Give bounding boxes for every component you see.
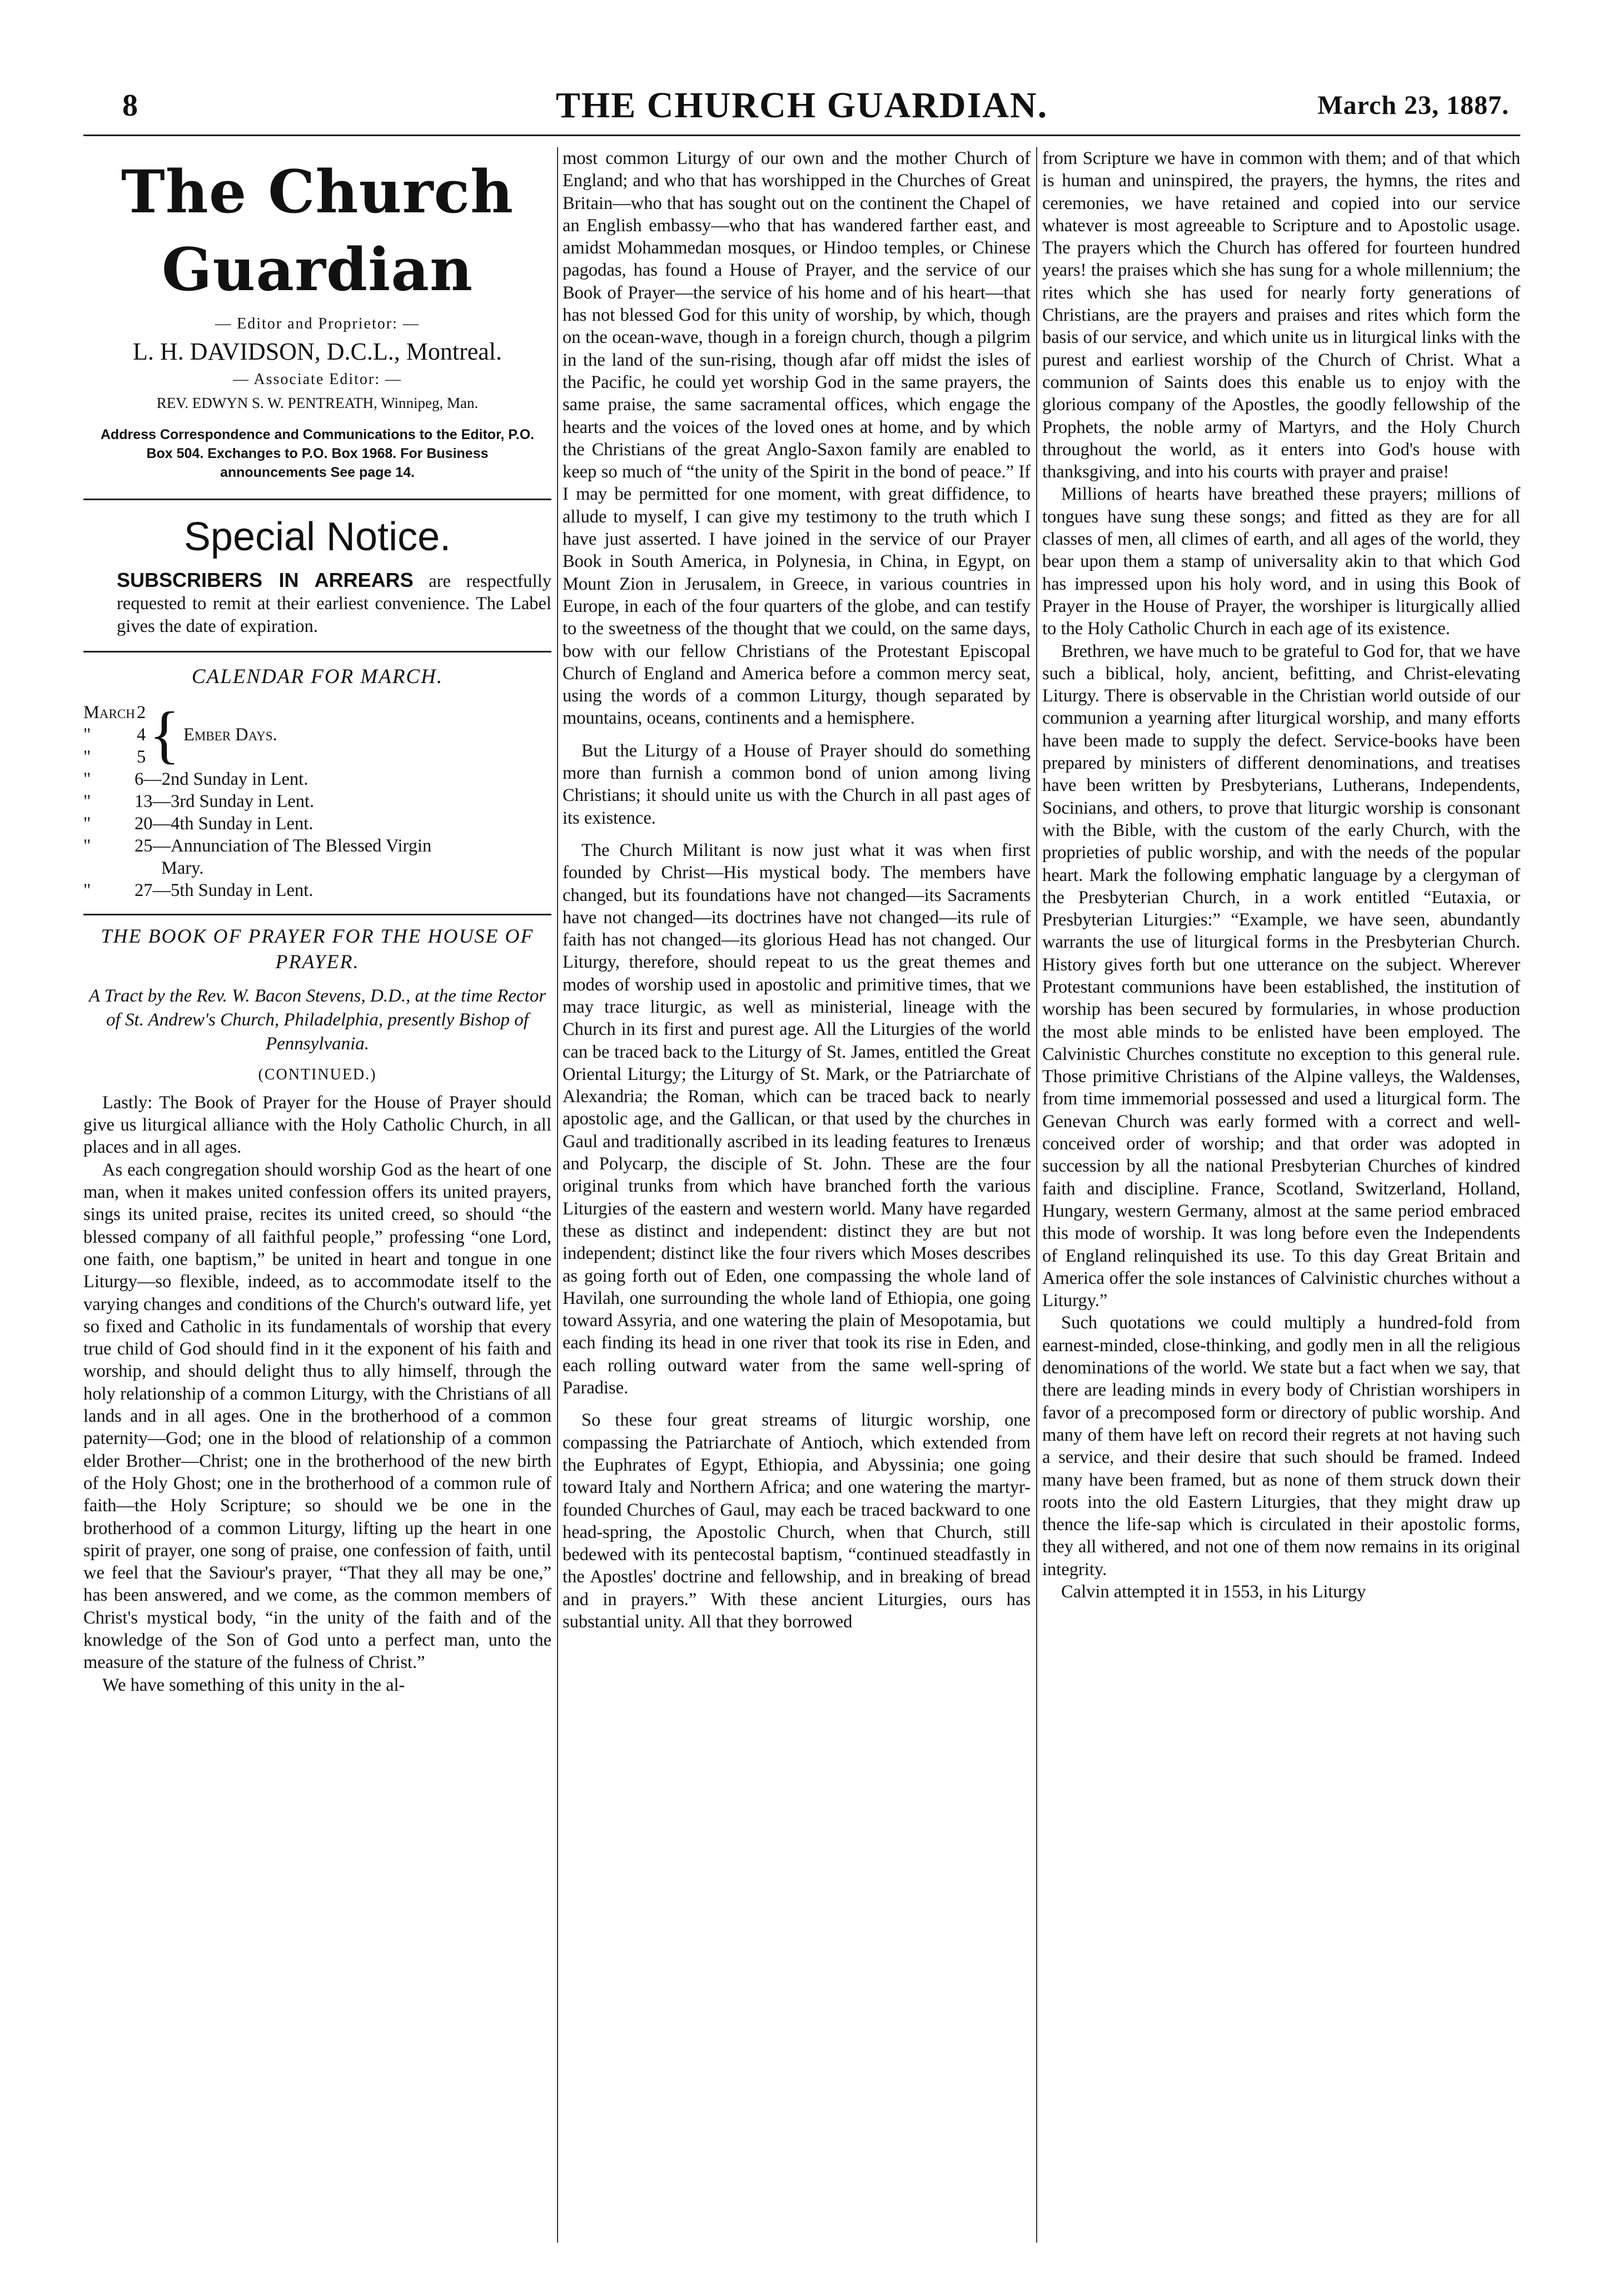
calendar-row	[83, 813, 551, 835]
calendar-row-text: 25—Annunciation of The Blessed Virgin	[135, 835, 432, 856]
calendar-row	[83, 790, 551, 813]
page-number: 8	[122, 88, 138, 123]
calendar-list	[83, 701, 551, 902]
editor-heading: — Editor and Proprietor: —	[215, 315, 420, 332]
column-divider	[557, 147, 558, 2243]
calendar-title: CALENDAR FOR MARCH.	[191, 665, 444, 688]
notice-lead: SUBSCRIBERS IN ARREARS	[117, 569, 414, 591]
notice-text: are respectfully requested to remit at their earliest convenience. The Label gives the date of expiration.	[117, 571, 551, 636]
calendar-row-lead: "	[83, 813, 91, 834]
header-rule	[83, 135, 1520, 136]
article-byline: A Tract by the Rev. W. Bacon Stevens, D.D., at the time Rector of St. Andrew's Church, Philadelphia, presently Bishop of Pennsylvania.	[88, 985, 546, 1054]
divider	[83, 499, 551, 500]
calendar-row-text: 20—4th Sunday in Lent.	[135, 813, 314, 834]
calendar-row-lead: "	[83, 769, 91, 789]
divider	[83, 914, 551, 915]
article-paragraph: Lastly: The Book of Prayer for the House of Prayer should give us liturgical alliance with the Holy Catholic Church, in all places and in all ages.	[83, 1092, 551, 1158]
calendar-row-text: 2	[137, 702, 146, 723]
calendar-row-text: Mary.	[161, 858, 204, 878]
calendar-row-lead: "	[83, 835, 91, 856]
article-paragraph: most common Liturgy of our own and the mother Church of England; and who that has worshipped in the Churches of Great Britain—who that has sought out on the continent the Chapel of an English embassy—who that has wandered farther east, and amidst Mohammedan mosques, or Hindoo temples, or Chinese pagodas, has found a House of Prayer, and the service of our Book of Prayer—the service of his home and of his heart—that has not blessed God for this unity of worship, by which, though on the ocean-wave, though in a foreign church, though a pilgrim in the land of the sun-rising, though afar off midst the isles of the Pacific, he could yet worship God in the same prayers, the same praise, the same sacramental offices, which engage the hearts and the voices of the loved ones at home, and by which the Christians of the great Anglo-Saxon family are enabled to keep so much of “the unity of the Spirit in the bond of peace.” If I may be permitted for one moment, with great diffidence, to allude to myself, I can give my testimony to the truth which I have just asserted. I have joined in the service of our Prayer Book in South America, in Polynesia, in China, in Egypt, on Mount Zion in Jerusalem, in Greece, in various countries in Europe, in each of the four quarters of the globe, and can testify to the sweetness of the thought that we could, on the same days, bow with our fellow Christians of the Protestant Episcopal Church of England and America before a common mercy seat, using the words of a common Liturgy, though separated by mountains, oceans, continents and a hemisphere.	[563, 148, 1031, 729]
calendar-row-text: 6—2nd Sunday in Lent.	[135, 769, 309, 789]
calendar-row-lead: March	[83, 702, 135, 723]
continued-label: (CONTINUED.)	[258, 1065, 377, 1083]
article-paragraph: Such quotations we could multiply a hundred-fold from earnest-minded, close-thinking, and godly men in all the religious denominations of the world. We state but a fact when we say, that there are leading minds in every body of Christian worshipers in favor of a precomposed form or directory of public worship. And many of them have left on record their regrets at not having such a service, and their desire that such should be framed. Indeed many have been framed, but as none of them struck down their roots into the old Eastern Liturgies, that they might draw up thence the life-sap which is circulated in their apostolic forms, they all withered, and not one of them now remains in its original integrity.	[1042, 1313, 1520, 1580]
notice-title: Special Notice.	[183, 515, 451, 559]
calendar-row-lead: "	[83, 880, 91, 900]
calendar-row-lead: "	[83, 791, 91, 811]
address-notice: Address Correspondence and Communications to the Editor, P.O. Box 504. Exchanges to P.O. Box 1968. For Business announcements See page 14.	[100, 427, 535, 480]
calendar-row	[83, 768, 551, 790]
column-divider	[1036, 147, 1037, 2243]
calendar-row-text: 27—5th Sunday in Lent.	[135, 880, 314, 900]
calendar-row	[83, 879, 551, 902]
calendar-row-text: 13—3rd Sunday in Lent.	[135, 791, 315, 811]
divider	[83, 651, 551, 653]
calendar-row-lead: "	[83, 724, 91, 745]
article-text	[83, 1092, 551, 1696]
article-paragraph: from Scripture we have in common with them; and of that which is human and uninspired, the prayers, the hymns, the rites and ceremonies, we have retained and copied into our service whatever is most agreeable to Scripture and to Apostolic usage. The prayers which the Church has offered for fourteen hundred years! the praises which she has sung for a whole millennium; the rites which she has used for nearly forty generations of Christians, are the prayers and praises and rites which form the basis of our service, and which unite us in liturgical links with the purest and earliest worship of the Church of Christ. What a communion of Saints does this enable us to enjoy with the glorious company of the Apostles, the goodly fellowship of the Prophets, the noble army of Martyrs, and the Holy Church throughout the world, as it enters into God's house with thanksgiving, and into his courts with prayer and praise!	[1042, 148, 1520, 482]
running-title: THE CHURCH GUARDIAN.	[555, 85, 1048, 126]
article-paragraph: Calvin attempted it in 1553, in his Liturgy	[1061, 1582, 1366, 1602]
associate-heading: — Associate Editor: —	[232, 371, 402, 388]
column-1	[83, 147, 551, 2243]
article-paragraph: As each congregation should worship God as the heart of one man, when it makes united confession offers its united prayers, sings its united praise, recites its united creed, so should “the blessed company of all faithful people,” professing “one Lord, one faith, one baptism,” be united in heart and tongue in one Liturgy—so flexible, indeed, as to accommodate itself to the varying changes and conditions of the Church's outward life, yet so fixed and Catholic in its fundamentals of worship that every true child of God should find in it the exponent of his faith and worship, and should delight thus to ally himself, through the holy relationship of a common Liturgy, with the Christians of all lands and in all ages. One in the brotherhood of a common paternity—God; one in the blood of relationship of a common elder Brother—Christ; one in the brotherhood of the new birth of the Holy Ghost; one in the brotherhood of a common rule of faith—the Holy Scripture; so should we be one in the brotherhood of a common Liturgy, lifting up the heart in one spirit of prayer, one song of praise, one confession of faith, until we feel that the Saviour's prayer, “That they all may be one,” has been answered, and we come, as the common members of Christ's mystical body, “in the unity of the faith and of the knowledge of the Son of God unto a perfect man, unto the measure of the stature of the fulness of Christ.”	[83, 1159, 551, 1673]
article-text	[563, 147, 1031, 1633]
calendar-row-text: 4	[137, 724, 146, 745]
brace-glyph: }	[149, 699, 180, 770]
issue-date: March 23, 1887.	[1317, 91, 1509, 120]
calendar-row-text: 5	[137, 746, 146, 767]
article-paragraph: So these four great streams of liturgic worship, one compassing the Patriarchate of Antioch, which extended from the Euphrates of Egypt, Ethiopia, and Abyssinia; one going toward Italy and Northern Africa; and one watering the martyr-founded Churches of Gaul, may each be traced backward to one head-spring, the Apostolic Church, when that Church, still bedewed with its pentecostal baptism, “continued steadfastly in the Apostles' doctrine and fellowship, and in breaking of bread and in prayers.” With these ancient Liturgies, ours has substantial unity. All that they borrowed	[563, 1410, 1031, 1632]
calendar-row-lead: "	[83, 746, 91, 767]
page-header	[83, 83, 1520, 139]
article-paragraph: Millions of hearts have breathed these prayers; millions of tongues have sung these songs; and fitted as they are for all classes of men, all climes of earth, and all ages of the world, they bear upon them a stamp of universality akin to that which God has impressed upon his holy word, and in using this Book of Prayer in the House of Prayer, the worshiper is liturgically allied to the Holy Catholic Church in each age of its existence.	[1042, 484, 1520, 639]
article-paragraph: We have something of this unity in the al-	[102, 1675, 405, 1695]
special-notice	[83, 510, 551, 637]
article-text	[1042, 147, 1520, 1603]
calendar-row	[83, 857, 551, 879]
ember-days-label: Ember Days.	[183, 724, 277, 745]
associate-name: REV. EDWYN S. W. PENTREATH, Winnipeg, Man.	[156, 395, 479, 411]
article-paragraph: Brethren, we have much to be grateful to God for, that we have such a biblical, holy, ancient, befitting, and Christ-elevating Liturgy. There is observable in the Christian world outside of our communion a yearning after liturgical worship, and many efforts have been made to supply the defect. Service-books have been prepared by ministers of different denominations, and treatises have been written by Presbyterians, Lutherans, Independents, Socinians, and others, to prove that liturgic worship is consonant with the Bible, with the custom of the early Church, with the proprieties of public worship, and with the needs of the popular heart. Mark the following emphatic language by a clergyman of the Presbyterian Church, in a work entitled “Eutaxia, or Presbyterian Liturgies:” “Example, we have seen, abundantly warrants the use of liturgical forms in the Presbyterian Church. History gives forth but one utterance on the subject. Wherever Protestant communions have been established, the institution of worship has been secured by formularies, in whose production the most able minds to be enlisted have been employed. The Calvinistic Churches constitute no exception to this general rule. Those primitive Christians of the Alpine valleys, the Waldenses, from time immemorial possessed and used a liturgical form. The Genevan Church was early formed with a correct and well-conceived order of worship; and that order was adopted in succession by all the national Presbyterian Churches of kindred faith and discipline. France, Scotland, Switzerland, Holland, Hungary, western Germany, almost at the same period embraced this mode of worship. It was long before even the Independents of England relinquished its use. To this day Great Britain and America offer the sole instances of Calvinistic churches without a Liturgy.”	[1042, 641, 1520, 1311]
column-3	[1042, 147, 1520, 2243]
article-paragraph: But the Liturgy of a House of Prayer should do something more than furnish a common bond of union among living Christians; it should unite us with the Church in all past ages of its existence.	[563, 740, 1031, 828]
article-title: THE BOOK OF PRAYER FOR THE HOUSE OF PRAYER.	[101, 924, 534, 973]
column-2	[563, 147, 1031, 2243]
article-paragraph: The Church Militant is now just what it was when first founded by Christ—His mystical body. The members have changed, but its foundations have not changed—its Sacraments have not changed—its doctrines have not changed—its rule of faith has not changed—its glorious Head has not changed. Our Liturgy, therefore, should repeat to us the great themes and modes of worship used in apostolic and primitive times, that we may trace liturgic, as well as ministerial, lineage with the Church in its first and purest age. All the Liturgies of the world can be traced back to the Liturgy of St. James, entitled the Great Oriental Liturgy; the Liturgy of St. Mark, or the Patriarchate of Alexandria; the Roman, which can be traced back to nearly apostolic age, and the Gallican, or that used by the churches in Gaul and traditionally ascribed in its leading features to Irenæus and Polycarp, the disciple of St. John. These are the four original trunks from which have branched forth the various Liturgies of the eastern and western world. Many have regarded these as distinct and independent: distinct they are but not independent; distinct like the four rivers which Moses describes as going forth out of Eden, one compassing the whole land of Havilah, one surrounding the whole land of Ethiopia, one going toward Assyria, and one watering the plain of Mesopotamia, but each finding its head in one river that took its rise in Eden, and each rolling outward water from the same well-spring of Paradise.	[563, 840, 1031, 1398]
masthead-title: The Church Guardian	[121, 157, 514, 304]
calendar-row	[83, 746, 551, 768]
editor-name: L. H. DAVIDSON, D.C.L., Montreal.	[132, 338, 503, 365]
calendar-row	[83, 835, 551, 857]
notice-body	[83, 569, 551, 637]
